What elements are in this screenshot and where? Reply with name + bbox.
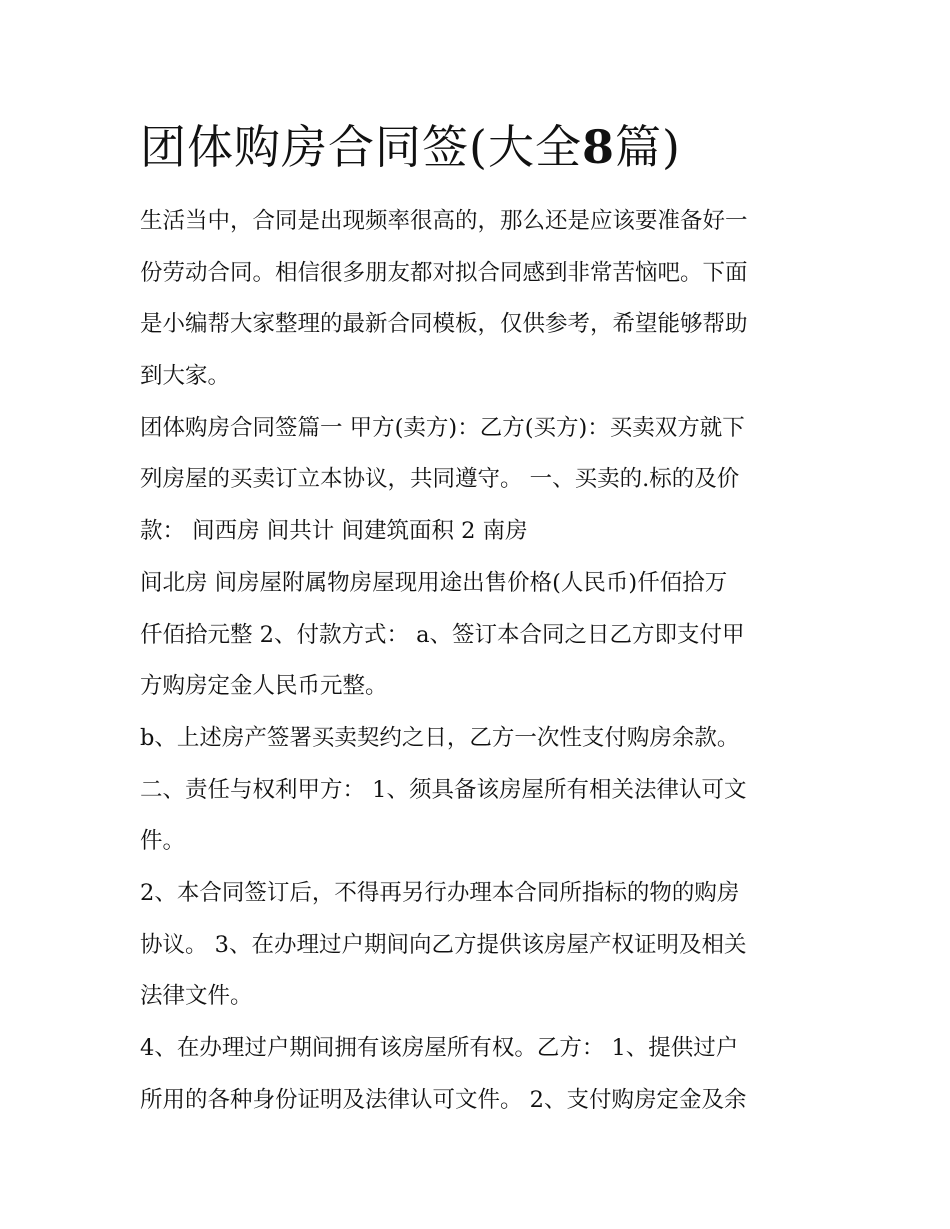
body-line: 4、在办理过户期间拥有该房屋所有权。乙方： 1、提供过户 [140, 1035, 739, 1061]
document-title [140, 112, 681, 182]
body-line: 协议。 3、在办理过户期间向乙方提供该房屋产权证明及相关 [140, 931, 747, 958]
body-line: 方购房定金人民币元整。 [140, 673, 388, 700]
body-line: 仟佰拾元整 2、付款方式： a、签订本合同之日乙方即支付甲 [140, 621, 745, 648]
body-line: 团体购房合同签篇一 甲方(卖方)：乙方(买方)：买卖双方就下 [140, 414, 745, 441]
body-line: 法律文件。 [140, 983, 253, 1010]
body-line: 件。 [140, 828, 186, 855]
body-line: 2、本合同签订后，不得再另行办理本合同所指标的物的购房 [140, 879, 740, 906]
body-line: 所用的各种身份证明及法律认可文件。 2、支付购房定金及余 [140, 1086, 747, 1113]
document-body [140, 196, 820, 1126]
title-number: 8 [581, 120, 615, 174]
title-text: 团体购房合同签(大全 [140, 120, 582, 174]
body-line: 是小编帮大家整理的最新合同模板，仅供参考，希望能够帮助 [140, 311, 748, 338]
body-line: b、上述房产签署买卖契约之日，乙方一次性支付购房余款。 [140, 724, 740, 751]
title-suffix: 篇) [614, 120, 681, 174]
body-line: 款： 间西房 间共计 间建筑面积 2 南房 [140, 518, 528, 545]
body-line: 列房屋的买卖订立本协议，共同遵守。 一、买卖的.标的及价 [140, 466, 740, 493]
body-line: 到大家。 [140, 363, 231, 390]
body-line: 二、责任与权利甲方： 1、须具备该房屋所有相关法律认可文 [140, 776, 747, 803]
body-line: 生活当中，合同是出现频率很高的，那么还是应该要准备好一 [140, 208, 748, 234]
body-line: 间北房 间房屋附属物房屋现用途出售价格(人民币)仟佰拾万 [140, 569, 728, 596]
body-line: 份劳动合同。相信很多朋友都对拟合同感到非常苦恼吧。下面 [140, 259, 748, 286]
